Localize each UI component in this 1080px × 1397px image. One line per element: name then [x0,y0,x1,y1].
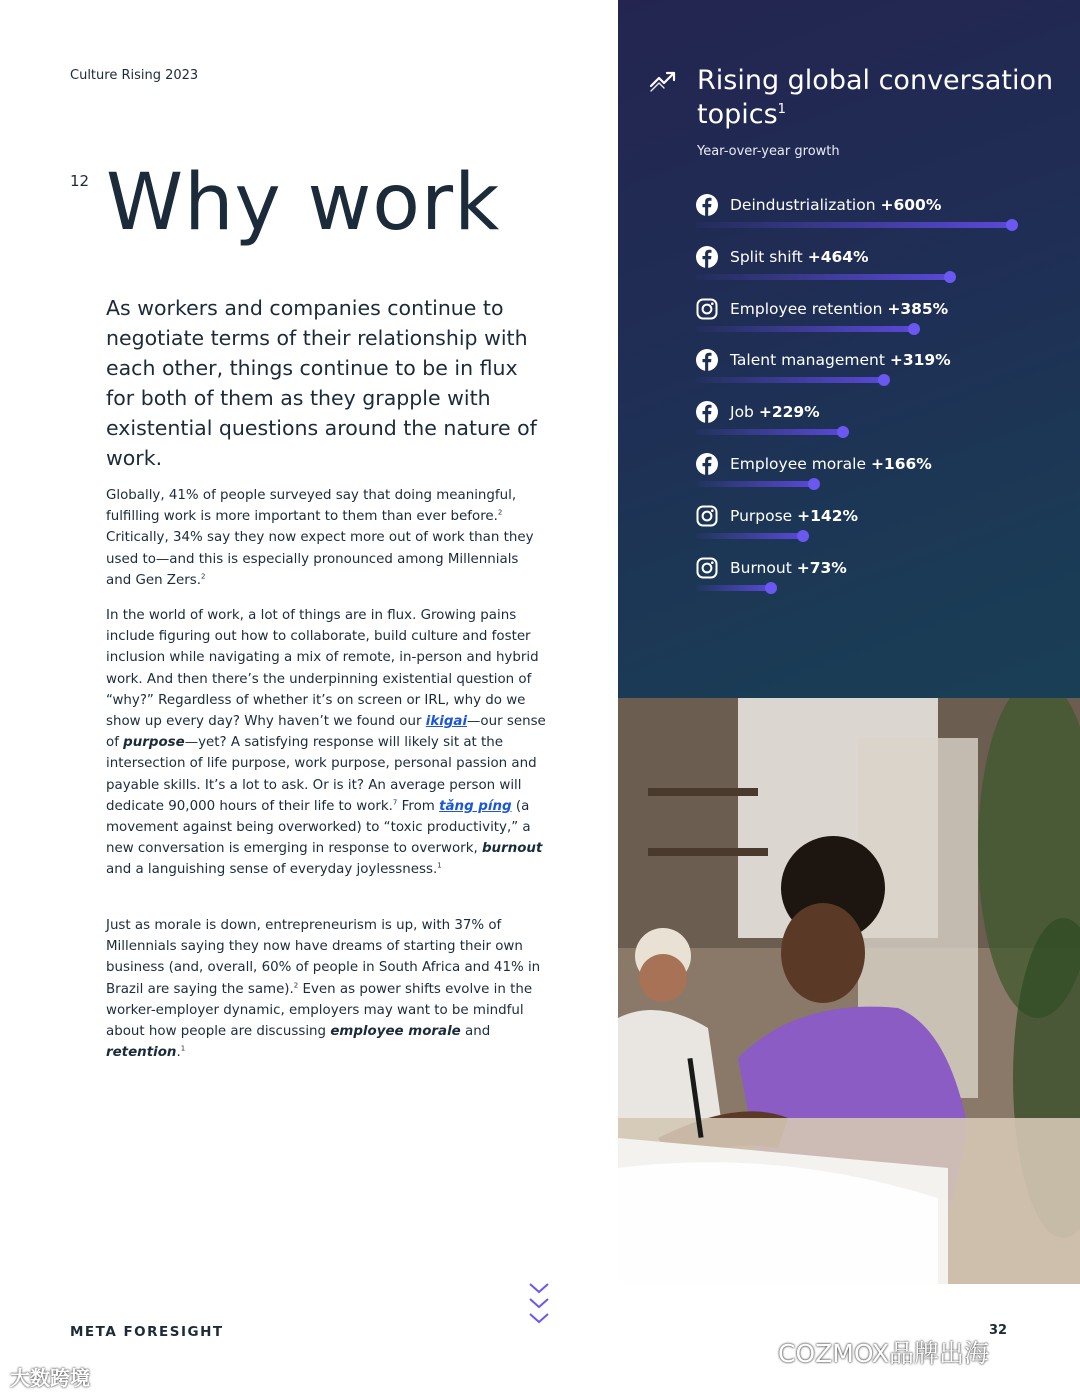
topic-name: Deindustrialization [730,196,876,214]
growth-bar-marker [908,323,920,335]
topic-row [696,246,1076,286]
trending-up-icon [648,68,678,92]
topic-growth: +319% [889,351,951,369]
topic-name: Employee retention [730,300,883,318]
topic-name: Employee morale [730,455,866,473]
growth-bar [696,274,950,280]
page-title: Why work [106,158,501,248]
topic-name: Job [730,403,754,421]
watermark-right: COZMOX品牌出海 [778,1339,990,1368]
topic-growth: +73% [796,559,847,577]
growth-bar [696,533,803,539]
topic-label [730,196,941,214]
growth-bar-marker [797,530,809,542]
section-number: 12 [70,172,90,190]
lead-paragraph: As workers and companies continue to negotiate terms of their relationship with each other, things continue to be in flux for both of them as they grapple with existential questions around the nature of work. [106,296,537,470]
topic-label [730,351,951,369]
panel-subtitle: Year-over-year growth [697,144,840,159]
page-number: 32 [989,1323,1008,1338]
footnote-ref: 2 [293,981,299,990]
watermark-left: 大数跨境 [10,1366,90,1390]
topic-label [730,507,858,525]
topic-growth: +385% [887,300,949,318]
topic-label [730,403,820,421]
growth-bar [696,429,843,435]
footnote-ref: 1 [437,861,442,870]
growth-bar [696,481,814,487]
topic-growth: +142% [797,507,859,525]
body-paragraph-3: Just as morale is down, entrepreneurism is up, with 37% of Millennials saying they now have dreams of starting their own business (and, overall, 60% of people in South Africa and 41% in Brazil are saying the same).$^2$ Even as power shifts evolve in the worker-employer dynamic, employers may want to be mindful about how people are discussing employee morale and retention.$^1$ [106,918,541,1061]
ikigai-link[interactable]: ikigai [425,714,468,730]
document-header-label: Culture Rising 2023 [70,68,199,83]
growth-bar [696,585,771,591]
topic-row [696,401,1076,441]
topic-name: Talent management [730,351,885,369]
topic-row [696,505,1076,545]
facebook-icon [696,401,718,423]
topic-name: Burnout [730,559,792,577]
growth-bar-marker [808,478,820,490]
burnout-emphasis: burnout [481,841,543,857]
instagram-icon [696,298,718,320]
topic-label [730,300,948,318]
topic-growth: +600% [880,196,942,214]
footnote-ref: 1 [180,1044,186,1053]
facebook-icon [696,246,718,268]
growth-bar-marker [837,426,849,438]
topic-row [696,557,1076,597]
topic-name: Split shift [730,248,803,266]
topic-row [696,349,1076,389]
employee-morale-emphasis: employee morale [330,1024,461,1040]
growth-bar-marker [878,374,890,386]
tang-ping-link[interactable]: tǎng píng [439,798,512,814]
scroll-down-chevrons-icon[interactable] [528,1282,550,1328]
topic-row [696,194,1076,234]
topic-growth: +166% [870,455,932,473]
growth-bar [696,222,1012,228]
purpose-emphasis: purpose [123,735,185,751]
panel-title: Rising global conversation topics$^1$ [697,65,1054,130]
facebook-icon [696,453,718,475]
topic-growth: +464% [807,248,869,266]
body-paragraph-1: Globally, 41% of people surveyed say that doing meaningful, fulfilling work is more important to them than ever before.$^2$ Critically, 34% say they now expect more out of work than they used to—and this is especially pronounced among Millennials and Gen Zers.$^2$ [106,488,534,588]
footer-brand: META FORESIGHT [70,1324,224,1340]
facebook-icon [696,349,718,371]
retention-emphasis: retention [106,1045,177,1061]
instagram-icon [696,505,718,527]
footnote-ref: 7 [392,798,398,807]
body-paragraph-2: In the world of work, a lot of things are in flux. Growing pains include figuring out how to collaborate, build culture and foster inclusion while navigating a mix of remote, in-person and hybrid work. And then there’s the underpinning existential question of “why?” Regardless of whether it’s on screen or IRL, why do we show up every day? Why haven’t we found our ikigai—our sense of purpose—yet? A satisfying response will likely sit at the intersection of life purpose, work purpose, personal passion and payable skills. It’s a lot to ask. Or is it? An average person will dedicate 90,000 hours of their life to work.$^7$ From tǎng píng (a movement against being overworked) to “toxic productivity,” a new conversation is emerging in response to overwork, burnout and a languishing sense of everyday joylessness.$^1$ [106,608,546,878]
topic-label [730,455,932,473]
workers-photo [618,698,1080,1284]
topic-name: Purpose [730,507,793,525]
trending-topics-panel [618,0,1080,698]
footnote-ref: 2 [497,508,503,517]
instagram-icon [696,557,718,579]
topic-label [730,559,847,577]
growth-bar-marker [944,271,956,283]
topic-label [730,248,869,266]
facebook-icon [696,194,718,216]
footnote-ref: 1 [777,102,786,117]
topic-growth: +229% [758,403,820,421]
growth-bar-marker [1006,219,1018,231]
growth-bar-marker [765,582,777,594]
topic-row [696,453,1076,493]
topic-row [696,298,1076,338]
footnote-ref: 2 [200,572,206,581]
growth-bar [696,326,914,332]
growth-bar [696,377,884,383]
